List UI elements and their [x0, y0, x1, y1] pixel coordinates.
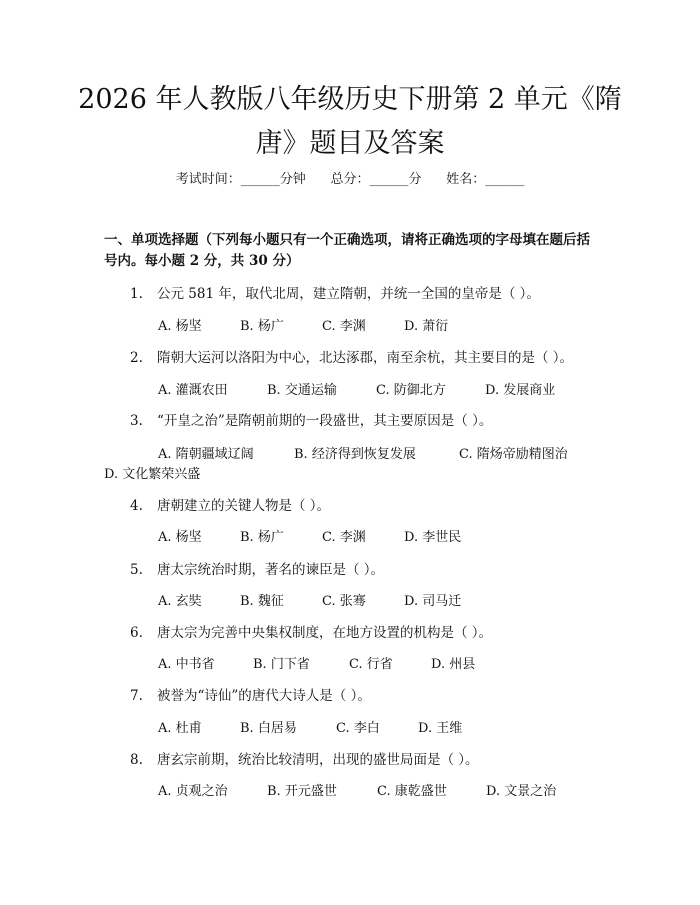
- section-heading: 一、单项选择题（下列每小题只有一个正确选项，请将正确选项的字母填在题后括号内。每小题 2 分，共 30 分）: [104, 232, 590, 269]
- option-d: D. 李世民: [404, 530, 462, 545]
- option-d: D. 司马迁: [404, 594, 462, 609]
- question-number: 3.: [130, 413, 143, 429]
- question-7-options: [158, 717, 462, 736]
- option-c: C. 李渊: [322, 319, 366, 334]
- option-b: B. 杨广: [240, 530, 284, 545]
- option-d-wrapped: D. 文化繁荣兴盛: [104, 467, 201, 482]
- question-text: 唐朝建立的关键人物是（ ）。: [157, 498, 331, 514]
- question-text: “开皇之治”是隋朝前期的一段盛世，其主要原因是（ ）。: [157, 413, 493, 429]
- title-line-2: 唐》题目及答案: [255, 128, 445, 159]
- question-5-options: [158, 590, 461, 609]
- question-text: 隋朝大运河以洛阳为中心，北达涿郡，南至余杭，其主要目的是（ ）。: [157, 350, 574, 366]
- option-b: B. 交通运输: [267, 383, 337, 398]
- question-text: 唐太宗统治时期，著名的谏臣是（ ）。: [157, 562, 385, 578]
- question-6: [130, 621, 492, 641]
- option-a: A. 杨坚: [158, 319, 202, 334]
- question-6-options: [158, 653, 475, 672]
- document-title: [60, 78, 640, 166]
- question-number: 1.: [130, 286, 143, 302]
- question-4: [130, 494, 330, 514]
- option-b: B. 白居易: [240, 721, 297, 736]
- option-c: C. 防御北方: [376, 383, 446, 398]
- option-b: B. 经济得到恢复发展: [294, 447, 416, 462]
- question-number: 2.: [130, 350, 143, 366]
- option-b: B. 杨广: [240, 319, 284, 334]
- option-a: A. 玄奘: [158, 594, 202, 609]
- question-1: [130, 282, 540, 302]
- question-text: 被誉为“诗仙”的唐代大诗人是（ ）。: [157, 688, 371, 704]
- question-5: [130, 558, 384, 578]
- question-8: [130, 748, 479, 768]
- option-a: A. 灌溉农田: [158, 383, 228, 398]
- question-number: 5.: [130, 562, 143, 578]
- option-b: B. 开元盛世: [267, 784, 337, 799]
- question-number: 8.: [130, 752, 143, 768]
- option-d: D. 萧衍: [404, 319, 449, 334]
- option-a: A. 隋朝疆域辽阔: [158, 447, 254, 462]
- question-1-options: [158, 315, 448, 334]
- option-d: D. 王维: [418, 721, 463, 736]
- option-a: A. 贞观之治: [158, 784, 228, 799]
- option-c: C. 李渊: [322, 530, 366, 545]
- option-b: B. 魏征: [240, 594, 284, 609]
- option-b: B. 门下省: [253, 657, 310, 672]
- option-a: A. 中书省: [158, 657, 215, 672]
- question-text: 唐太宗为完善中央集权制度，在地方设置的机构是（ ）。: [157, 625, 493, 641]
- question-text: 公元 581 年，取代北周，建立隋朝，并统一全国的皇帝是（ ）。: [157, 286, 540, 302]
- question-4-options: [158, 526, 461, 545]
- option-a: A. 杜甫: [158, 721, 202, 736]
- option-d: D. 州县: [431, 657, 476, 672]
- option-c: C. 行省: [349, 657, 393, 672]
- option-a: A. 杨坚: [158, 530, 202, 545]
- option-c: C. 隋炀帝励精图治: [459, 447, 568, 462]
- question-2: [130, 346, 573, 366]
- option-c: C. 张骞: [322, 594, 366, 609]
- question-number: 7.: [130, 688, 143, 704]
- question-number: 4.: [130, 498, 143, 514]
- exam-info-line: 考试时间：______分钟 总分：______分 姓名：______: [175, 172, 525, 187]
- title-line-1: 2026 年人教版八年级历史下册第 2 单元《隋: [78, 84, 622, 115]
- question-2-options: [158, 379, 555, 398]
- option-d: D. 发展商业: [485, 383, 556, 398]
- option-d: D. 文景之治: [486, 784, 557, 799]
- question-3: [130, 409, 492, 429]
- question-8-options: [158, 780, 556, 799]
- question-7: [130, 684, 371, 704]
- question-3-options: [158, 443, 568, 462]
- option-c: C. 康乾盛世: [377, 784, 447, 799]
- question-number: 6.: [130, 625, 143, 641]
- question-text: 唐玄宗前期，统治比较清明，出现的盛世局面是（ ）。: [157, 752, 479, 768]
- option-c: C. 李白: [336, 721, 380, 736]
